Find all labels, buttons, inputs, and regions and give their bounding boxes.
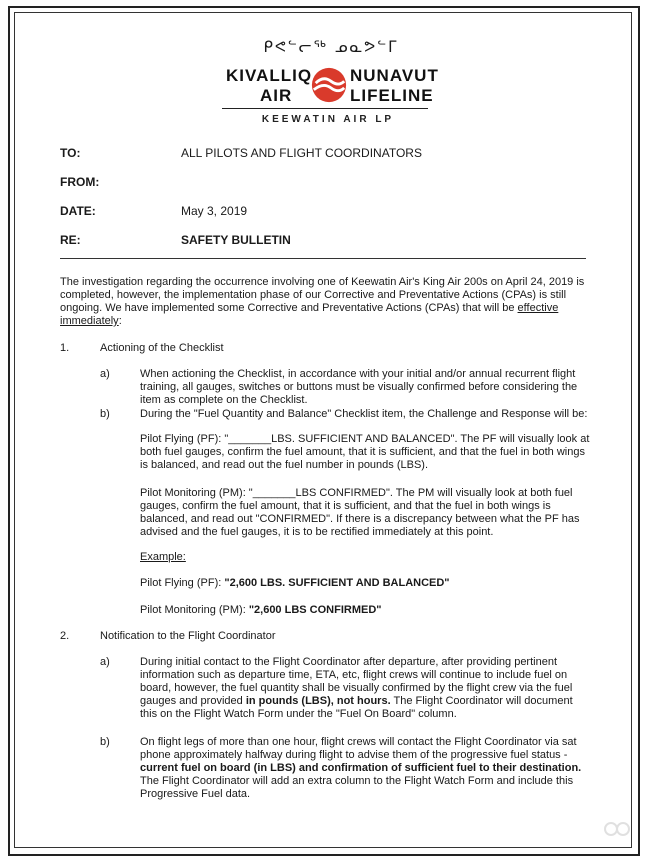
logo-lifeline: LIFELINE: [350, 86, 434, 105]
section-1b-letter: b): [100, 408, 110, 420]
date-label: DATE:: [60, 204, 96, 218]
logo-nunavut: NUNAVUT: [350, 66, 439, 85]
re-value: SAFETY BULLETIN: [181, 233, 291, 247]
example-label: Example:: [140, 551, 186, 563]
section-2a-letter: a): [100, 656, 110, 668]
section-2b-text: [140, 736, 590, 801]
date-value: May 3, 2019: [181, 204, 248, 218]
section-2a-text-1: During initial contact to the Flight Coordinator after departure, after providing pertinent information such as departure time, ETA, etc, flight crews will continue to include fuel on board, however, the fuel quantity shall be visually confirmed by the flight crew via the fuel gauges and provided: [140, 656, 573, 707]
to-value: ALL PILOTS AND FLIGHT COORDINATORS: [181, 146, 422, 160]
effective-immediately-text: effective immediately: [60, 302, 559, 327]
section-2b-text-2: The Flight Coordinator will add an extra column to the Flight Watch Form and include this Progressive Fuel data.: [140, 775, 574, 800]
example-pf-line: [140, 577, 590, 590]
intro-paragraph: [60, 276, 590, 328]
section-1-number: 1.: [60, 342, 70, 354]
logo-company-name: KEEWATIN AIR LP: [261, 114, 395, 125]
logo-divider: [222, 108, 428, 109]
section-2-title: Notification to the Flight Coordinator: [100, 630, 276, 642]
example-pf-value: "2,600 LBS. SUFFICIENT AND BALANCED": [224, 577, 450, 589]
from-label: FROM:: [60, 175, 100, 189]
section-1a-text: When actioning the Checklist, in accordance with your initial and/or annual recurrent flight training, all gauges, switches or buttons must be visually confirmed before considering the item as complete on the Checklist.: [140, 368, 578, 406]
section-2a-bold: in pounds (LBS), not hours.: [245, 695, 391, 707]
scan-watermark-icon: [602, 820, 632, 838]
header-divider: [60, 258, 586, 259]
section-1-title: Actioning of the Checklist: [100, 342, 224, 354]
section-2b-text-1: On flight legs of more than one hour, flight crews will contact the Flight Coordinator via sat phone approximately halfway during flight to advise them of the progressive fuel status -: [140, 736, 577, 761]
section-2-number: 2.: [60, 630, 70, 642]
intro-text: The investigation regarding the occurrence involving one of Keewatin Air's King Air 200s on April 24, 2019 is completed, however, the implementation phase of our Corrective and Preventative Actions (CPAs) is still ongoing. We have implemented some Corrective and Preventative Actions (CPAs) that will be: [60, 276, 585, 314]
section-2a-text: [140, 656, 590, 721]
logo-kivalliq: KIVALLIQ: [226, 66, 313, 85]
logo-syllabics: ᑭᕙᓪᓕᖅ ᓄᓇᕗᓪᒥ: [263, 38, 399, 56]
section-2b-bold: current fuel on board (in LBS) and confirmation of sufficient fuel to their destination.: [140, 762, 582, 774]
company-logo: [210, 30, 446, 126]
pilot-monitoring-paragraph: Pilot Monitoring (PM): "_______LBS CONFIRMED". The PM will visually look at both fuel gauges, confirm the fuel amount, that it is sufficient, and that the fuel in both wings is balanced, and read out "CONFIRMED". If there is a discrepancy between what the PF has advised and the fuel gauges, it is to be rectified immediately at this point.: [140, 487, 580, 538]
logo-emblem-icon: [310, 66, 348, 104]
to-label: TO:: [60, 146, 81, 160]
section-1a-letter: a): [100, 368, 110, 380]
logo-air: AIR: [260, 86, 293, 105]
intro-end: :: [118, 315, 122, 327]
pilot-flying-paragraph: Pilot Flying (PF): "_______LBS. SUFFICIENT AND BALANCED". The PF will visually look at both fuel gauges, confirm the fuel amount, that it is sufficient, and that the fuel in both wings is balanced, and read out the fuel number in pounds (LBS).: [140, 433, 590, 471]
example-pm-line: [140, 604, 590, 617]
section-2a-text-2: The Flight Coordinator will document this on the Flight Watch Form under the "Fuel On Board" column.: [140, 695, 573, 720]
example-pf-label: Pilot Flying (PF):: [140, 577, 225, 589]
example-pm-label: Pilot Monitoring (PM):: [140, 604, 249, 616]
section-2b-letter: b): [100, 736, 110, 748]
section-1b-text: During the "Fuel Quantity and Balance" Checklist item, the Challenge and Response will be:: [140, 408, 588, 420]
page-border-inner: [14, 12, 632, 848]
re-label: RE:: [60, 233, 81, 247]
example-pm-value: "2,600 LBS CONFIRMED": [248, 604, 382, 616]
